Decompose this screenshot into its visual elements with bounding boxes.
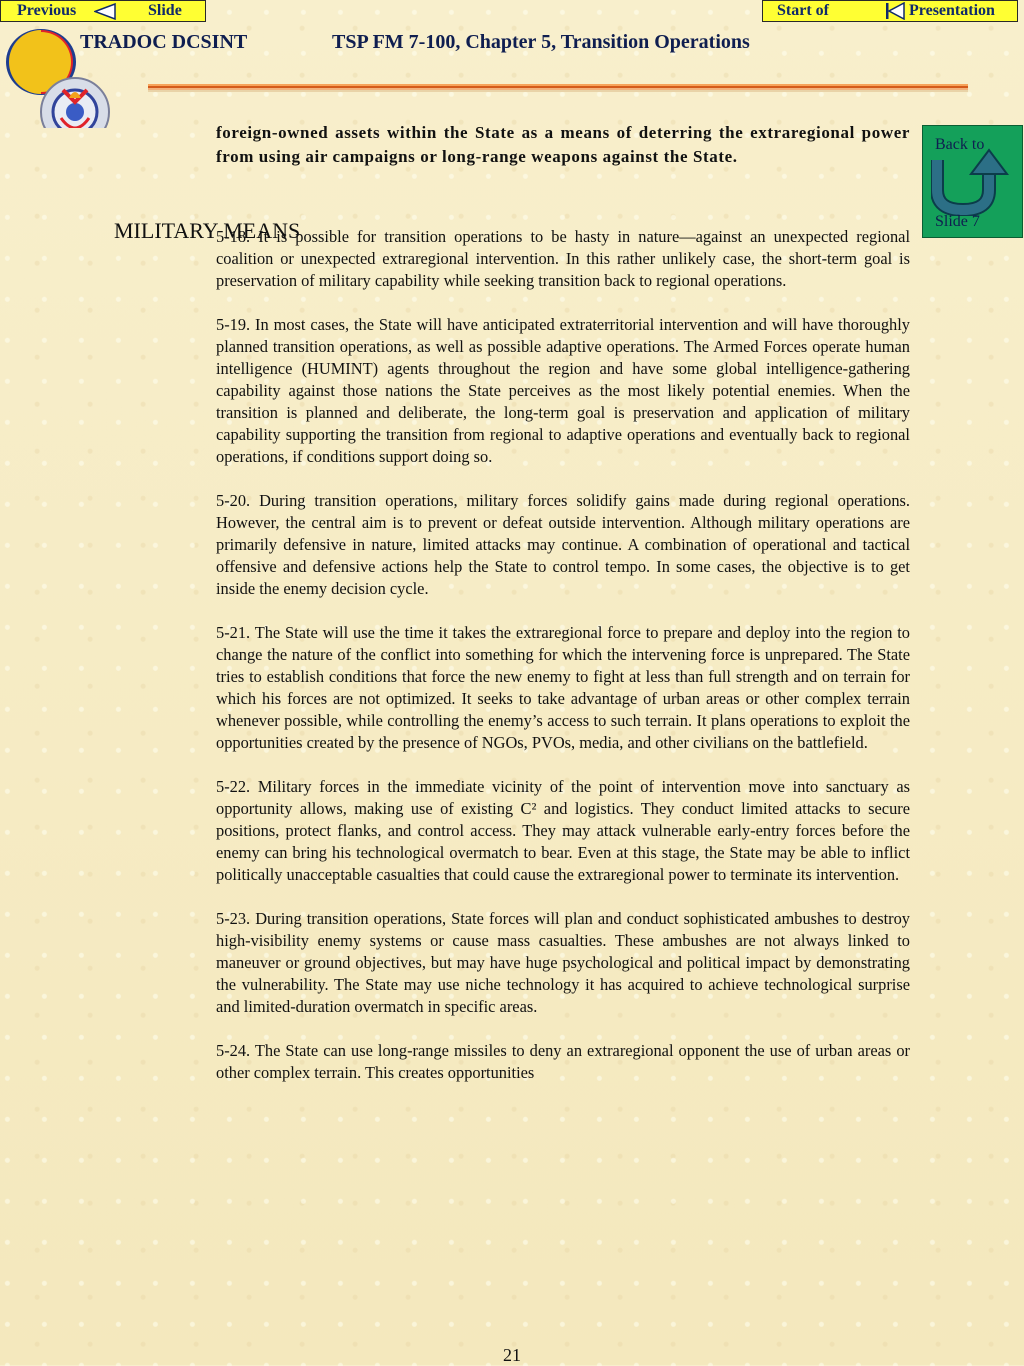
start-of-label: Start of xyxy=(777,2,829,19)
paragraph-5-22: 5-22. Military forces in the immediate vicinity of the point of intervention move into sanctuary as opportunity allows, making use of existing C² and logistics. They conduct limited attacks to secure positions, protect flanks, and control access. They may attack vulnerable early-entry forces before the enemy can bring his technological overmatch to bear. Even at this stage, the State may be able to inflict politically unacceptable casualties that could cause the extraregional power to terminate its intervention. xyxy=(216,777,910,884)
left-triangle-icon xyxy=(94,3,116,25)
paragraph-5-21: 5-21. The State will use the time it takes the extraregional force to prepare and deploy into the region to change the nature of the conflict into something for which the intervening force is unprepared. The State tries to establish conditions that force the new enemy to fight at less than full strength and on terrain for which his forces are not optimized. It seeks to take advantage of urban areas or other complex terrain whenever possible, while controlling the enemy’s access to such terrain. It plans operations to exploit the opportunities created by the presence of NGOs, PVOs, media, and other civilians on the battlefield. xyxy=(216,623,910,752)
back-to-slide-button[interactable] xyxy=(922,125,1023,238)
previous-label: Previous xyxy=(17,2,77,19)
organization-header: TRADOC DCSINT xyxy=(80,31,248,53)
paragraph-5-20: 5-20. During transition operations, military forces solidify gains made during regional operations. However, the central aim is to prevent or defeat outside intervention. Although military operations are primarily defensive in nature, limited attacks may continue. A combination of operational and tactical offensive and defensive actions help the State to control tempo. In some cases, the objective is to get inside the enemy decision cycle. xyxy=(216,491,910,598)
document-title: TSP FM 7-100, Chapter 5, Transition Operations xyxy=(332,31,750,53)
section-heading: MILITARY MEANS xyxy=(114,218,301,243)
page-number: 21 xyxy=(503,1345,521,1365)
paragraph-5-19: 5-19. In most cases, the State will have anticipated extraterritorial intervention and will have thoroughly planned transition operations, as well as possible adaptive operations. The Armed Forces operate human intelligence (HUMINT) agents throughout the region and have some global intelligence-gathering capability against those nations the State perceives as the most likely potential enemies. When the transition is planned and deliberate, the long-term goal is preservation and application of military capability supporting the transition from regional to adaptive operations and eventually back to regional operations, if conditions support doing so. xyxy=(216,315,910,466)
slide-number-label: Slide 7 xyxy=(935,213,980,230)
intro-paragraph: foreign-owned assets within the State as a means of deterring the extraregional power from using air campaigns or long-range weapons against the State. xyxy=(216,123,910,166)
first-slide-icon xyxy=(885,2,905,25)
presentation-label: Presentation xyxy=(909,2,995,19)
paragraph-5-24: 5-24. The State can use long-range missiles to deny an extraregional opponent the use of urban areas or other complex terrain. This creates opportunities xyxy=(216,1041,910,1082)
slide-label: Slide xyxy=(148,2,182,19)
u-turn-arrow-icon xyxy=(931,146,1011,216)
paragraph-5-18: 5-18. It is possible for transition operations to be hasty in nature—against an unexpected regional coalition or unexpected extraregional intervention. In this rather unlikely case, the short-term goal is preservation of military capability while seeking transition back to regional operations. xyxy=(216,227,910,290)
paragraph-5-23: 5-23. During transition operations, State forces will plan and conduct sophisticated ambushes to destroy high-visibility enemy systems or cause mass casualties. These ambushes are not always linked to maneuver or ground objectives, but may have huge psychological and political impact by demonstrating the vulnerability. The State may use niche technology it has acquired to achieve technological surprise and limited-duration overmatch in specific areas. xyxy=(216,909,910,1016)
header-divider xyxy=(148,84,968,92)
previous-slide-button[interactable] xyxy=(0,0,206,22)
start-of-presentation-button[interactable] xyxy=(762,0,1018,22)
document-body xyxy=(216,121,910,1084)
back-to-label: Back to xyxy=(935,136,985,153)
